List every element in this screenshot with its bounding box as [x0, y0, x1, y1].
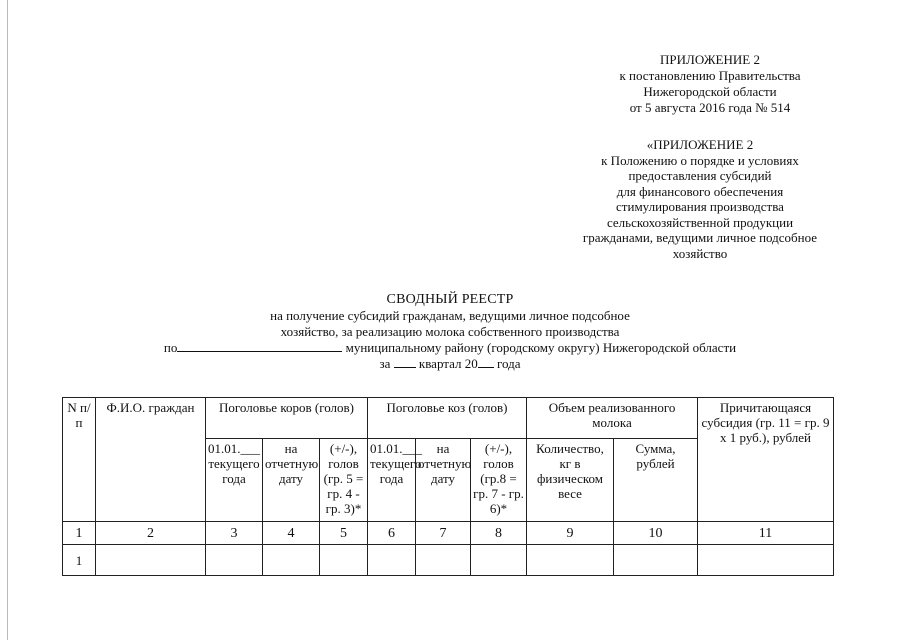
row-cell: [320, 545, 368, 576]
subheader-cows-report: на отчетную дату: [263, 439, 320, 522]
header-row-top: [63, 398, 834, 439]
registry-quarter-line: [120, 356, 780, 372]
column-number: 8: [471, 522, 527, 545]
subheader-goats-start: 01.01.___ текущего года: [368, 439, 416, 522]
appendix-inner-block: [555, 137, 845, 261]
header-num: N п/п: [63, 398, 96, 522]
appendix-inner-line: хозяйство: [672, 245, 728, 261]
appendix-inner-line: «ПРИЛОЖЕНИЕ 2: [646, 137, 754, 152]
row-cell: [368, 545, 416, 576]
quarter-suffix: года: [496, 356, 521, 371]
column-number: 10: [614, 522, 698, 545]
column-number: 7: [416, 522, 471, 545]
header-fio: Ф.И.О. граждан: [96, 398, 206, 522]
subheader-goats-delta: (+/-), голов (гр.8 = гр. 7 - гр. 6)*: [471, 439, 527, 522]
appendix-main-line: Нижегородской области: [643, 84, 777, 99]
table-row: [63, 545, 834, 576]
registry-subtitle-line: хозяйство, за реализацию молока собственного производства: [280, 324, 620, 339]
registry-table: [62, 397, 834, 576]
header-milk: Объем реализованного молока: [527, 398, 698, 439]
row-cell: [206, 545, 263, 576]
row-cell: [416, 545, 471, 576]
registry-heading: СВОДНЫЙ РЕЕСТР: [386, 292, 514, 307]
column-number: 11: [698, 522, 834, 545]
column-number: 5: [320, 522, 368, 545]
column-number: 3: [206, 522, 263, 545]
quarter-middle: квартал 20: [418, 356, 478, 371]
subheader-cows-start: 01.01.___ текущего года: [206, 439, 263, 522]
row-cell: [614, 545, 698, 576]
registry-district-line: [120, 340, 780, 356]
appendix-main-block: [560, 52, 860, 116]
quarter-prefix: за: [379, 356, 391, 371]
subheader-goats-report: на отчетную дату: [416, 439, 471, 522]
scan-edge-line: [7, 0, 8, 640]
appendix-inner-line: для финансового обеспечения: [616, 183, 784, 199]
row-cell: [471, 545, 527, 576]
appendix-main-line: от 5 августа 2016 года № 514: [629, 100, 791, 115]
appendix-inner-line: предоставления субсидий: [628, 168, 772, 183]
column-number: 1: [63, 522, 96, 545]
year-blank: [478, 357, 494, 368]
subheader-cows-delta: (+/-), голов (гр. 5 = гр. 4 - гр. 3)*: [320, 439, 368, 522]
district-prefix: по: [163, 340, 178, 355]
row-cell: [263, 545, 320, 576]
subheader-milk-qty: Количество, кг в физическом весе: [527, 439, 614, 522]
header-cows: Поголовье коров (голов): [206, 398, 368, 439]
column-number: 4: [263, 522, 320, 545]
registry-title-block: [120, 292, 780, 372]
column-number: 2: [96, 522, 206, 545]
row-cell-num: 1: [63, 545, 96, 576]
row-cell: [527, 545, 614, 576]
appendix-inner-line: гражданами, ведущими личное подсобное: [582, 230, 818, 245]
appendix-inner-line: сельскохозяйственной продукции: [606, 214, 794, 230]
column-number: 9: [527, 522, 614, 545]
header-subsidy: Причитающаяся субсидия (гр. 11 = гр. 9 х 1 руб.), рублей: [698, 398, 834, 522]
appendix-inner-line: к Положению о порядке и условиях: [601, 152, 799, 168]
subheader-milk-sum: Сумма, рублей: [614, 439, 698, 522]
appendix-inner-line: стимулирования производства: [616, 199, 784, 214]
district-blank: [177, 341, 342, 352]
column-number: 6: [368, 522, 416, 545]
header-goats: Поголовье коз (голов): [368, 398, 527, 439]
column-number-row: [63, 522, 834, 545]
registry-subtitle-line: на получение субсидий гражданам, ведущими личное подсобное: [270, 308, 630, 323]
district-suffix: муниципальному району (городскому округу) Нижегородской области: [345, 340, 737, 355]
row-cell: [96, 545, 206, 576]
appendix-main-line: к постановлению Правительства: [619, 68, 801, 83]
appendix-main-line: ПРИЛОЖЕНИЕ 2: [660, 52, 760, 67]
quarter-blank: [394, 357, 416, 368]
row-cell: [698, 545, 834, 576]
